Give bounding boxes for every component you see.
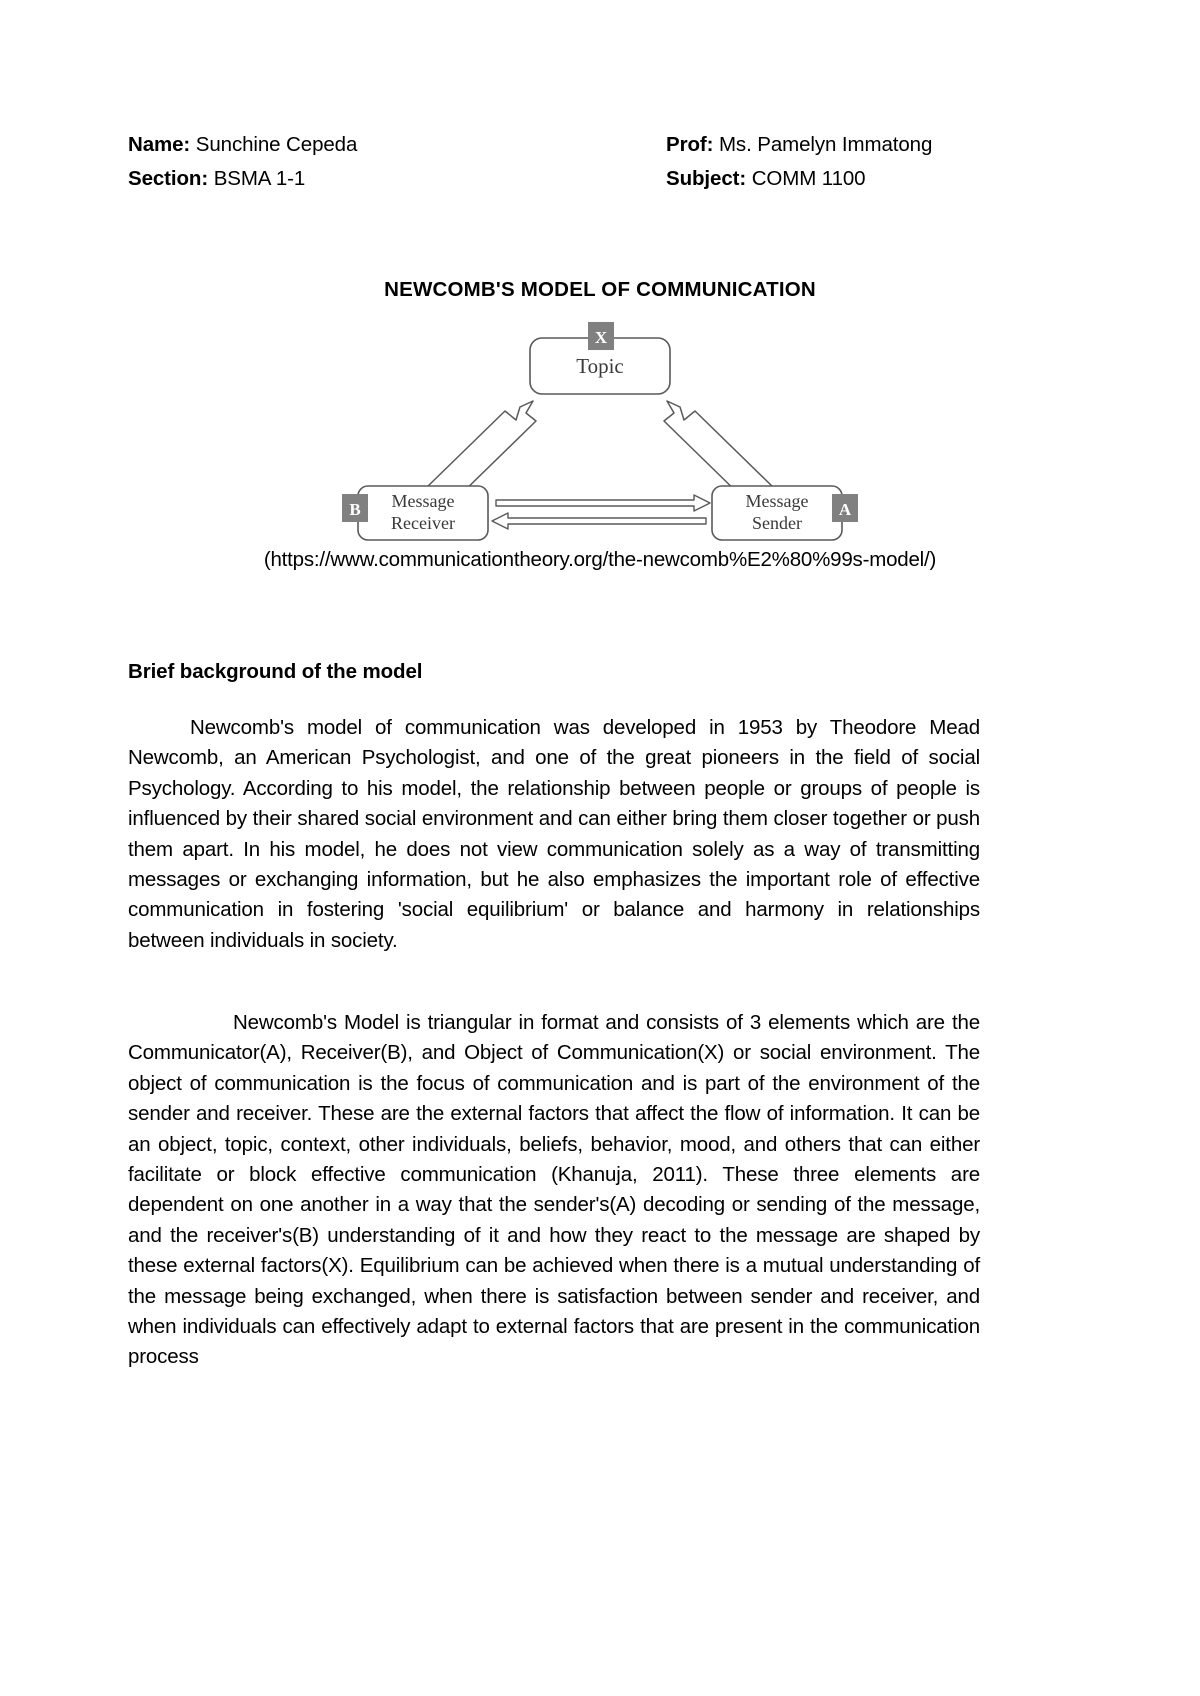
header-row-section <box>128 162 1072 196</box>
document-header <box>128 128 1072 196</box>
topic-badge-label: X <box>594 328 608 347</box>
receiver-box-label-line1: Message <box>391 491 455 511</box>
name-label: Name: <box>128 133 191 156</box>
name-field <box>128 128 666 162</box>
section-field <box>128 162 666 196</box>
sender-badge-label: A <box>838 500 852 519</box>
subject-value: COMM 1100 <box>751 167 866 190</box>
name-value: Sunchine Cepeda <box>195 133 358 156</box>
figure-block <box>128 278 1072 572</box>
section-heading: Brief background of the model <box>128 660 423 683</box>
paragraph-model-elements <box>128 1008 980 1373</box>
section-label: Section: <box>128 167 209 190</box>
paragraph-2-text: Newcomb's Model is triangular in format and consists of 3 elements which are the Communicator(A), Receiver(B), and Object of Communication(X) or social environment. The object of communication is the focus of communication and is part of the environment of the sender and receiver. These are the external factors that affect the flow of information. It can be an object, topic, context, other individuals, beliefs, behavior, mood, and others that can either facilitate or block effective communication (Khanuja, 2011). These three elements are dependent on one another in a way that the sender's(A) decoding or sending of the message, and the receiver's(B) understanding of it and how they react to the message are shaped by these external factors(X). Equilibrium can be achieved when there is a mutual understanding of the message being exchanged, when there is satisfaction between sender and receiver, and when individuals can effectively adapt to external factors that are present in the communication process <box>128 1011 980 1369</box>
paragraph-1-text: Newcomb's model of communication was developed in 1953 by Theodore Mead Newcomb, an American Psychologist, and one of the great pioneers in the field of social Psychology. According to his model, the relationship between people or groups of people is influenced by their shared social environment and can either bring them closer together or push them apart. In his model, he does not view communication solely as a way of transmitting messages or exchanging information, but he also emphasizes the important role of effective communication in fostering 'social equilibrium' or balance and harmony in relationships between individuals in society. <box>128 716 980 952</box>
prof-label: Prof: <box>666 133 714 156</box>
paragraph-brief-background <box>128 713 980 956</box>
figure-title: NEWCOMB'S MODEL OF COMMUNICATION <box>384 278 816 301</box>
figure-source-caption: (https://www.communicationtheory.org/the-newcomb%E2%80%99s-model/) <box>263 548 937 571</box>
diagram-svg <box>320 310 880 542</box>
topic-box-label: Topic <box>576 354 624 378</box>
sender-box-label-line2: Sender <box>752 513 802 533</box>
section-value: BSMA 1-1 <box>213 167 306 190</box>
receiver-badge-label: B <box>349 500 361 519</box>
prof-value: Ms. Pamelyn Immatong <box>718 133 933 156</box>
arrow-sender-to-receiver <box>492 513 706 529</box>
prof-field <box>666 128 1072 162</box>
newcomb-model-diagram <box>320 310 880 542</box>
receiver-box-label-line2: Receiver <box>391 513 455 533</box>
subject-label: Subject: <box>666 167 747 190</box>
header-row-name <box>128 128 1072 162</box>
arrow-receiver-to-sender <box>496 495 710 511</box>
subject-field <box>666 162 1072 196</box>
sender-box-label-line1: Message <box>745 491 809 511</box>
